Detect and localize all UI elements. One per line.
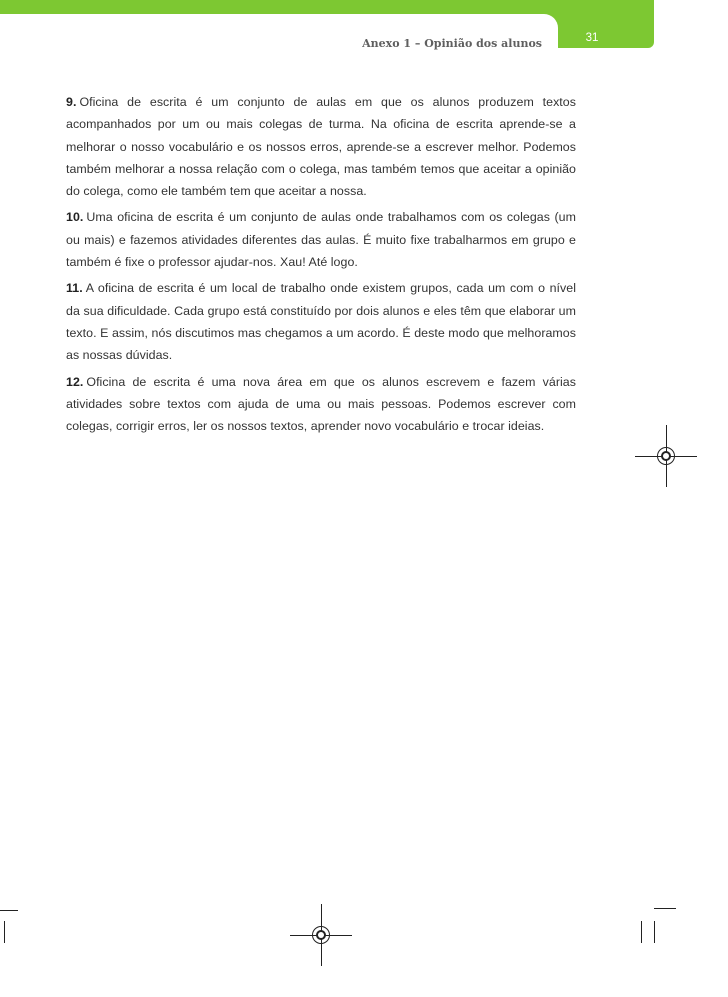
paragraph-text: Uma oficina de escrita é um conjunto de aulas onde trabalhamos com os colegas (um ou mais) e fazemos atividades diferentes das aulas. É muito fixe trabalharmos em grupo e também é fixe o professor ajudar-nos. Xau! Até logo. <box>66 210 576 270</box>
crop-mark-icon <box>641 921 642 943</box>
section-title: Anexo 1 – Opinião dos alunos <box>362 37 542 50</box>
paragraph-number: 12. <box>66 374 84 389</box>
paragraph-9 <box>66 91 576 202</box>
paragraph-text: Oficina de escrita é uma nova área em que os alunos escrevem e fazem várias atividades sobre textos com ajuda de uma ou mais pessoas. Podemos escrever com colegas, corrigir erros, ler os nossos textos, aprender novo vocabulário e trocar ideias. <box>66 374 576 434</box>
paragraph-10 <box>66 206 576 273</box>
document-body <box>66 91 576 441</box>
page-number: 31 <box>585 32 599 44</box>
registration-mark-icon <box>309 923 333 947</box>
paragraph-number: 9. <box>66 95 77 109</box>
crop-mark-icon <box>654 908 676 909</box>
paragraph-number: 11. <box>66 281 83 296</box>
paragraph-text: A oficina de escrita é um local de trabalho onde existem grupos, cada um com o nível da sua dificuldade. Cada grupo está constituído por dois alunos e eles têm que elaborar um texto. E assim, nós discutimos mas chegamos a um acordo. É deste modo que melhoramos as nossas dúvidas. <box>66 281 576 363</box>
crop-mark-icon <box>0 910 18 911</box>
paragraph-12 <box>66 371 576 438</box>
registration-mark-icon <box>654 444 678 468</box>
crop-mark-icon <box>4 921 5 943</box>
paragraph-11 <box>66 277 576 366</box>
crop-mark-icon <box>654 921 655 943</box>
paragraph-number: 10. <box>66 210 84 225</box>
paragraph-text: Oficina de escrita é um conjunto de aulas em que os alunos produzem textos acompanhados por um ou mais colegas de turma. Na oficina de escrita aprende-se a melhorar o nosso vocabulário e os nossos erros, aprende-se a escrever melhor. Podemos também melhorar a nossa relação com o colega, mas também temos que aceitar a opinião do colega, como ele também tem que aceitar a nossa. <box>66 95 576 199</box>
